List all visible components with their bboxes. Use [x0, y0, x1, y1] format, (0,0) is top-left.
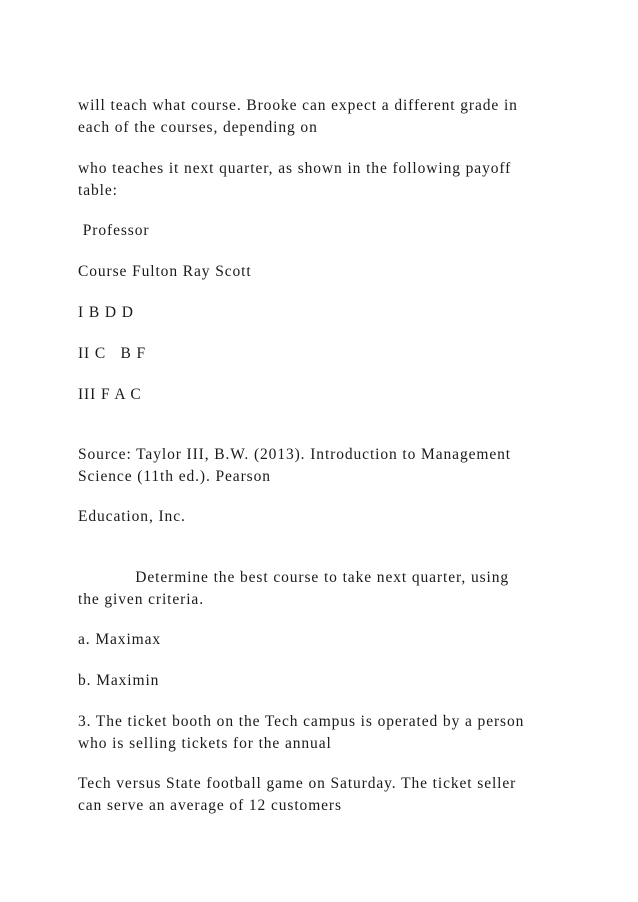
text-line: Source: Taylor III, B.W. (2013). Introduction to Management — [78, 446, 511, 463]
text-line: Education, Inc. — [78, 508, 186, 525]
text-line: II C B F — [78, 345, 146, 362]
text-line: Determine the best course to take next quarter, using — [78, 569, 510, 586]
text-line: the given criteria. — [78, 591, 204, 608]
text-line: each of the courses, depending on — [78, 119, 318, 136]
text-line: Science (11th ed.). Pearson — [78, 468, 271, 485]
text-line: who is selling tickets for the annual — [78, 735, 332, 752]
text-line: I B D D — [78, 304, 134, 321]
text-line: Professor — [78, 222, 150, 239]
text-line: b. Maximin — [78, 672, 160, 689]
text-line: who teaches it next quarter, as shown in the following payoff — [78, 160, 512, 177]
text-line: Tech versus State football game on Saturday. The ticket seller — [78, 775, 517, 792]
text-line: will teach what course. Brooke can expect a different grade in — [78, 97, 518, 114]
text-line: III F A C — [78, 386, 142, 403]
text-line: can serve an average of 12 customers — [78, 797, 342, 814]
text-line: table: — [78, 182, 118, 199]
text-line: a. Maximax — [78, 631, 162, 648]
text-line: Course Fulton Ray Scott — [78, 263, 252, 280]
text-line: 3. The ticket booth on the Tech campus is operated by a person — [78, 713, 525, 730]
